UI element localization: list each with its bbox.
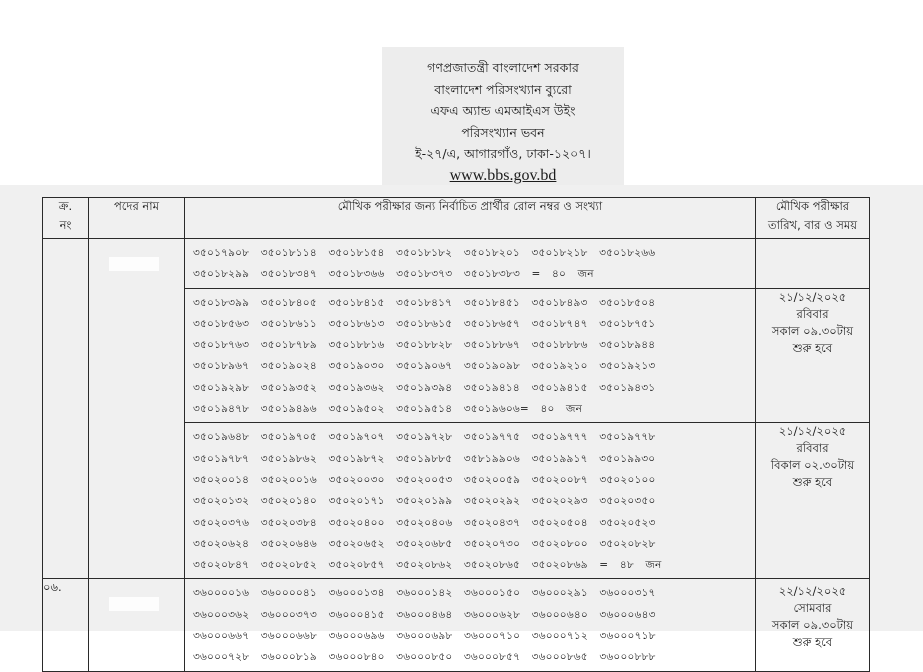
schedule-time: সকাল ০৯.৩০টায় bbox=[771, 618, 854, 633]
roll-line: ৩৬০০০৩৬২ ৩৬০০০৩৭৩ ৩৬০০০৪১৫ ৩৬০০০৪৬৪ ৩৬০০০৬২৮ ৩৬০০০৬৪০ ৩৬০০০৬৪৩ bbox=[193, 608, 656, 621]
roll-cell bbox=[185, 288, 756, 423]
schedule-time: সকাল ০৯.৩০টায় bbox=[771, 323, 854, 338]
roll-line: ৩৫০১৯৬৪৮ ৩৫০১৯৭০৫ ৩৫০১৯৭০৭ ৩৫০১৯৭২৮ ৩৫০১৯৭৭৫ ৩৫০১৯৭৭৭ ৩৫০১৯৭৭৮ bbox=[193, 431, 656, 444]
website-link[interactable]: www.bbs.gov.bd bbox=[449, 166, 557, 184]
roll-line: ৩৫০১৮৩৯৯ ৩৫০১৮৪০৫ ৩৫০১৮৪১৫ ৩৫০১৮৪১৭ ৩৫০১৮৪৫১ ৩৫০১৮৪৯৩ ৩৫০১৮৫০৪ bbox=[193, 296, 656, 309]
header-serial: ক্র. নং bbox=[43, 198, 89, 239]
schedule-cell bbox=[756, 288, 870, 423]
schedule-day: সোমবার bbox=[793, 601, 832, 616]
schedule-note: শুরু হবে bbox=[792, 340, 833, 355]
header-post: পদের নাম bbox=[89, 198, 185, 239]
roll-line: ৩৫০১৮৭৬৩ ৩৫০১৮৭৮৯ ৩৫০১৮৮১৬ ৩৫০১৮৮২৮ ৩৫০১৮৮৬৭ ৩৫০১৮৮৮৬ ৩৫০১৮৯৪৪ bbox=[193, 339, 656, 352]
schedule-date: ২১/১২/২০২৫ bbox=[778, 289, 847, 304]
roll-line: ৩৫০২০৬২৪ ৩৫০২০৬৪৬ ৩৫০২০৬৫২ ৩৫০২০৬৮৫ ৩৫০২০৭৩০ ৩৫০২০৮০০ ৩৫০২০৮২৮ bbox=[193, 537, 656, 550]
roll-line: ৩৫০১৯৭৮৭ ৩৫০১৯৮৬২ ৩৫০১৯৮৭২ ৩৫০১৯৮৮৫ ৩৫৮১৯৯০৬ ৩৫০১৯৯১৭ ৩৫০১৯৯৩০ bbox=[193, 452, 656, 465]
roll-line: ৩৫০২০০১৪ ৩৫০২০০১৬ ৩৫০২০০৩০ ৩৫০২০০৫৩ ৩৫০২০০৫৯ ৩৫০২০০৮৭ ৩৫০২০১০০ bbox=[193, 473, 656, 486]
schedule-date: ২১/১২/২০২৫ bbox=[778, 424, 847, 439]
serial-cell: ০৬. bbox=[43, 579, 89, 671]
roll-line: ৩৫০১৯৪৭৮ ৩৫০১৯৪৯৬ ৩৫০১৯৫০২ ৩৫০১৯৫১৪ ৩৫০১৯৬০৬= ৪০ জন bbox=[193, 403, 583, 416]
roll-cell bbox=[185, 579, 756, 671]
roll-line: ৩৫০১৮৫৬৩ ৩৫০১৮৬১১ ৩৫০১৮৬১৩ ৩৫০১৮৬১৫ ৩৫০১৮৬৫৭ ৩৫০১৮৭৪৭ ৩৫০১৮৭৫১ bbox=[193, 317, 656, 330]
schedule-day: রবিবার bbox=[796, 306, 829, 321]
roll-line: ৩৫০২০১৩২ ৩৫০২০১৪০ ৩৫০২০১৭১ ৩৫০২০১৯৯ ৩৫০২০২৯২ ৩৫০২০২৯৩ ৩৫০২০৩৫০ bbox=[193, 495, 656, 508]
roll-line: ৩৫০১৭৯০৮ ৩৫০১৮১১৪ ৩৫০১৮১৫৪ ৩৫০১৮১৮২ ৩৫০১৮২০১ ৩৫০১৮২১৮ ৩৫০১৮২৬৬ bbox=[193, 247, 656, 259]
document-sheet bbox=[0, 185, 923, 664]
header-rolls: মৌখিক পরীক্ষার জন্য নির্বাচিত প্রার্থীর রোল নম্বর ও সংখ্যা bbox=[185, 198, 756, 239]
schedule-day: রবিবার bbox=[796, 441, 829, 456]
roll-line: ৩৬০০০০১৬ ৩৬০০০০৪১ ৩৬০০০১৩৪ ৩৬০০০১৪২ ৩৬০০০১৫০ ৩৬০০০২৯১ ৩৬০০০৩১৭ bbox=[193, 587, 656, 600]
schedule-note: শুরু হবে bbox=[792, 475, 833, 490]
table-row bbox=[43, 579, 870, 671]
roll-line: ৩৬০০০৭২৮ ৩৬০০০৮১৯ ৩৬০০০৮৪০ ৩৬০০০৮৫০ ৩৬০০০৮৫৭ ৩৬০০০৮৬৫ ৩৬০০০৮৮৮ bbox=[193, 651, 656, 664]
roll-line: ৩৫০১৯২৯৮ ৩৫০১৯৩৫২ ৩৫০১৯৩৬২ ৩৫০১৯৩৯৪ ৩৫০১৯৪১৪ ৩৫০১৯৪১৫ ৩৫০১৯৪৩১ bbox=[193, 381, 656, 394]
roll-line: ৩৫০১৮২৯৯ ৩৫০১৮৩৪৭ ৩৫০১৮৩৬৬ ৩৫০১৮৩৭৩ ৩৫০১৮৩৮৩ = ৪০ জন bbox=[193, 268, 594, 281]
schedule-cell bbox=[756, 239, 870, 289]
roll-line: ৩৫০২০৮৪৭ ৩৫০২০৮৫২ ৩৫০২০৮৫৭ ৩৫০২০৮৬২ ৩৫০২০৮৬৫ ৩৫০২০৮৬৯ = ৪৮ জন bbox=[193, 559, 662, 572]
post-cell bbox=[89, 239, 185, 579]
header-schedule: মৌখিক পরীক্ষার তারিখ, বার ও সময় bbox=[756, 198, 870, 239]
schedule-cell bbox=[756, 423, 870, 579]
schedule-note: শুরু হবে bbox=[792, 635, 833, 650]
viva-schedule-table bbox=[42, 197, 870, 672]
letterhead bbox=[382, 47, 624, 187]
roll-cell bbox=[185, 239, 756, 289]
schedule-cell bbox=[756, 579, 870, 671]
post-cell bbox=[89, 579, 185, 671]
roll-line: ৩৫০১৮৯৬৭ ৩৫০১৯০২৪ ৩৫০১৯০৩০ ৩৫০১৯০৬৭ ৩৫০১৯০৯৮ ৩৫০১৯২১০ ৩৫০১৯২১৩ bbox=[193, 360, 656, 373]
schedule-time: বিকাল ০২.৩০টায় bbox=[770, 458, 855, 473]
address: ই-২৭/এ, আগারগাঁও, ঢাকা-১২০৭। bbox=[415, 146, 591, 161]
serial-cell bbox=[43, 239, 89, 579]
schedule-date: ২২/১২/২০২৫ bbox=[778, 584, 847, 599]
roll-cell bbox=[185, 423, 756, 579]
table-header-row bbox=[43, 198, 870, 239]
wing-name: এফএ অ্যান্ড এমআইএস উইং bbox=[430, 103, 576, 118]
roll-line: ৩৫০২০৩৭৬ ৩৫০২০৩৮৪ ৩৫০২০৪০০ ৩৫০২০৪০৬ ৩৫০২০৪৩৭ ৩৫০২০৫০৪ ৩৫০২০৫২৩ bbox=[193, 516, 656, 529]
redacted-post bbox=[109, 597, 159, 611]
bureau-name: বাংলাদেশ পরিসংখ্যান ব্যুরো bbox=[434, 81, 572, 97]
building-name: পরিসংখ্যান ভবন bbox=[461, 124, 545, 140]
govt-name: গণপ্রজাতন্ত্রী বাংলাদেশ সরকার bbox=[427, 60, 579, 75]
redacted-post bbox=[109, 257, 159, 271]
table-row bbox=[43, 239, 870, 289]
roll-line: ৩৬০০০৬৬৭ ৩৬০০০৬৬৮ ৩৬০০০৬৯৬ ৩৬০০০৬৯৮ ৩৬০০০৭১০ ৩৬০০০৭১২ ৩৬০০০৭১৮ bbox=[193, 630, 656, 643]
